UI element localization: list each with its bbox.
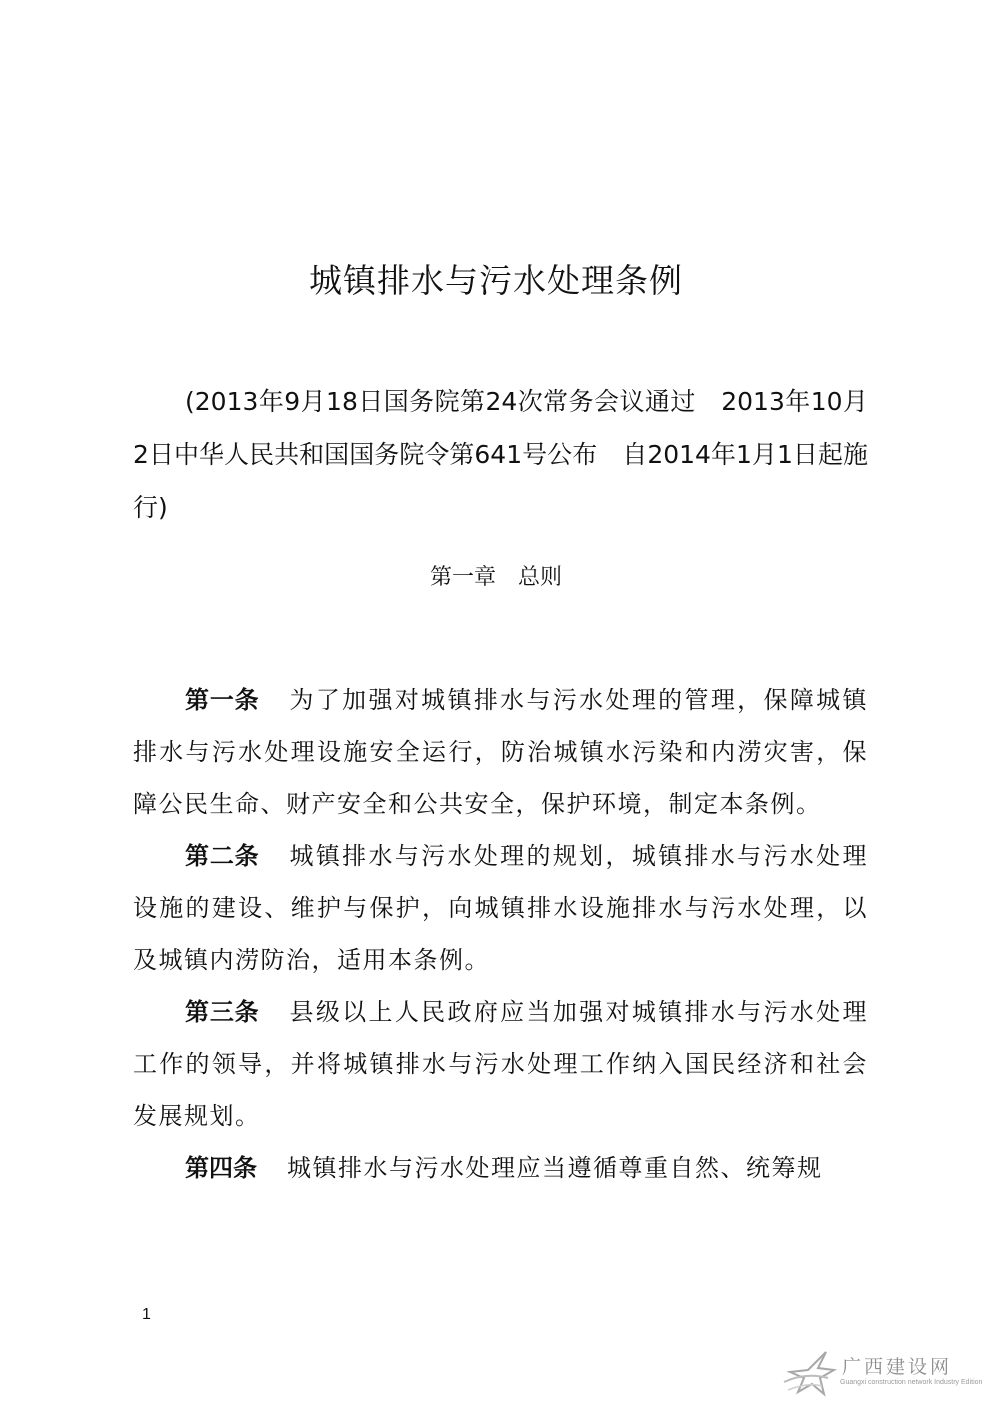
site-watermark bbox=[782, 1348, 987, 1398]
article-label: 第四条 bbox=[185, 1154, 257, 1182]
article-2 bbox=[133, 830, 868, 986]
adoption-note: (2013年9月18日国务院第24次常务会议通过 2013年10月2日中华人民共和国国务院令第641号公布 自2014年1月1日起施行) bbox=[133, 387, 868, 522]
article-text: 为了加强对城镇排水与污水处理的管理，保障城镇排水与污水处理设施安全运行，防治城镇水污染和内涝灾害，保障公民生命、财产安全和公共安全，保护环境，制定本条例。 bbox=[133, 686, 868, 818]
watermark-subtitle: Guangxi construction network Industry Edition bbox=[840, 1379, 983, 1386]
article-4 bbox=[133, 1142, 868, 1194]
article-label: 第一条 bbox=[185, 686, 260, 714]
chapter-heading: 第一章 总则 bbox=[429, 565, 562, 590]
article-1 bbox=[133, 674, 868, 830]
article-label: 第三条 bbox=[185, 998, 260, 1026]
watermark-site-name: 广西建设网 bbox=[842, 1356, 953, 1378]
article-text: 城镇排水与污水处理应当遵循尊重自然、统筹规 bbox=[287, 1154, 823, 1182]
article-text: 城镇排水与污水处理的规划，城镇排水与污水处理设施的建设、维护与保护，向城镇排水设施排水与污水处理，以及城镇内涝防治，适用本条例。 bbox=[133, 842, 868, 974]
articles-body bbox=[133, 674, 868, 1194]
page-number: 1 bbox=[142, 1306, 151, 1323]
article-label: 第二条 bbox=[185, 842, 260, 870]
document-title: 城镇排水与污水处理条例 bbox=[309, 261, 683, 300]
article-3 bbox=[133, 986, 868, 1142]
article-text: 县级以上人民政府应当加强对城镇排水与污水处理工作的领导，并将城镇排水与污水处理工作纳入国民经济和社会发展规划。 bbox=[133, 998, 868, 1130]
star-logo-icon bbox=[782, 1348, 842, 1398]
